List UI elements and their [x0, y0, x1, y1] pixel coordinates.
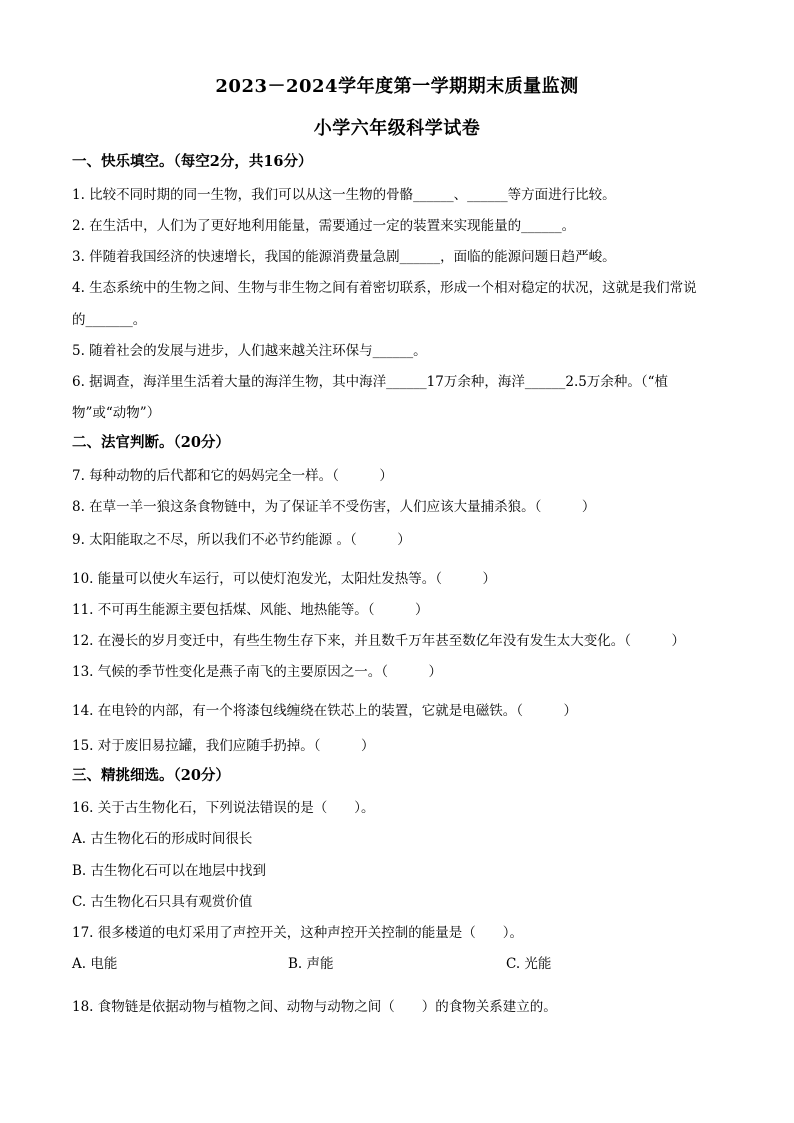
- question-4-line-1: 4. 生态系统中的生物之间、生物与非生物之间有着密切联系，形成一个相对稳定的状况，这就是我们常说: [72, 280, 697, 296]
- question-11: 11. 不可再生能源主要包括煤、风能、地热能等。（ ）: [72, 602, 429, 618]
- question-16-option-c: C. 古生物化石只具有观赏价值: [72, 894, 253, 910]
- question-3: 3. 伴随着我国经济的快速增长，我国的能源消费量急剧______，面临的能源问题日趋严峻。: [72, 249, 616, 265]
- question-9: 9. 太阳能取之不尽，所以我们不必节约能源 。（ ）: [72, 532, 411, 548]
- question-7: 7. 每种动物的后代都和它的妈妈完全一样。（ ）: [72, 468, 393, 484]
- exam-title: 2023－2024学年度第一学期期末质量监测: [215, 76, 579, 97]
- question-12: 12. 在漫长的岁月变迁中，有些生物生存下来，并且数千万年甚至数亿年没有发生太大变化。（ ）: [72, 633, 686, 649]
- question-13: 13. 气候的季节性变化是燕子南飞的主要原因之一。（ ）: [72, 664, 443, 680]
- question-6-line-1: 6. 据调查，海洋里生活着大量的海洋生物，其中海洋______17万余种，海洋______2.5万余种。（“植: [72, 374, 668, 390]
- question-17-option-b: B. 声能: [288, 956, 334, 972]
- question-8: 8. 在草一羊一狼这条食物链中，为了保证羊不受伤害，人们应该大量捕杀狼。（ ）: [72, 499, 596, 515]
- question-17: 17. 很多楼道的电灯采用了声控开关，这种声控开关控制的能量是（ ）。: [72, 925, 524, 941]
- question-10: 10. 能量可以使火车运行，可以使灯泡发光，太阳灶发热等。（ ）: [72, 571, 497, 587]
- question-15: 15. 对于废旧易拉罐，我们应随手扔掉。（ ）: [72, 738, 375, 754]
- question-2: 2. 在生活中，人们为了更好地利用能量，需要通过一定的装置来实现能量的______。: [72, 218, 576, 234]
- question-5: 5. 随着社会的发展与进步，人们越来越关注环保与______。: [72, 343, 427, 359]
- question-16-option-a: A. 古生物化石的形成时间很长: [72, 831, 253, 847]
- question-4-line-2: 的_______。: [72, 312, 147, 328]
- question-18: 18. 食物链是依据动物与植物之间、动物与动物之间（ ）的食物关系建立的。: [72, 999, 557, 1015]
- section-heading-fill-in: 一、快乐填空。（每空2分，共16分）: [72, 153, 313, 170]
- question-16: 16. 关于古生物化石，下列说法错误的是（ ）。: [72, 800, 375, 816]
- question-14: 14. 在电铃的内部，有一个将漆包线缠绕在铁芯上的装置，它就是电磁铁。（ ）: [72, 703, 578, 719]
- question-1: 1. 比较不同时期的同一生物，我们可以从这一生物的骨骼______、______等方面进行比较。: [72, 187, 616, 203]
- section-heading-multiple-choice: 三、精挑细选。（20分）: [72, 767, 230, 784]
- question-17-option-a: A. 电能: [72, 956, 118, 972]
- question-17-option-c: C. 光能: [506, 956, 552, 972]
- question-6-line-2: 物”或“动物”）: [72, 405, 161, 421]
- exam-subtitle: 小学六年级科学试卷: [313, 118, 481, 139]
- question-16-option-b: B. 古生物化石可以在地层中找到: [72, 863, 267, 879]
- section-heading-true-false: 二、法官判断。（20分）: [72, 434, 230, 451]
